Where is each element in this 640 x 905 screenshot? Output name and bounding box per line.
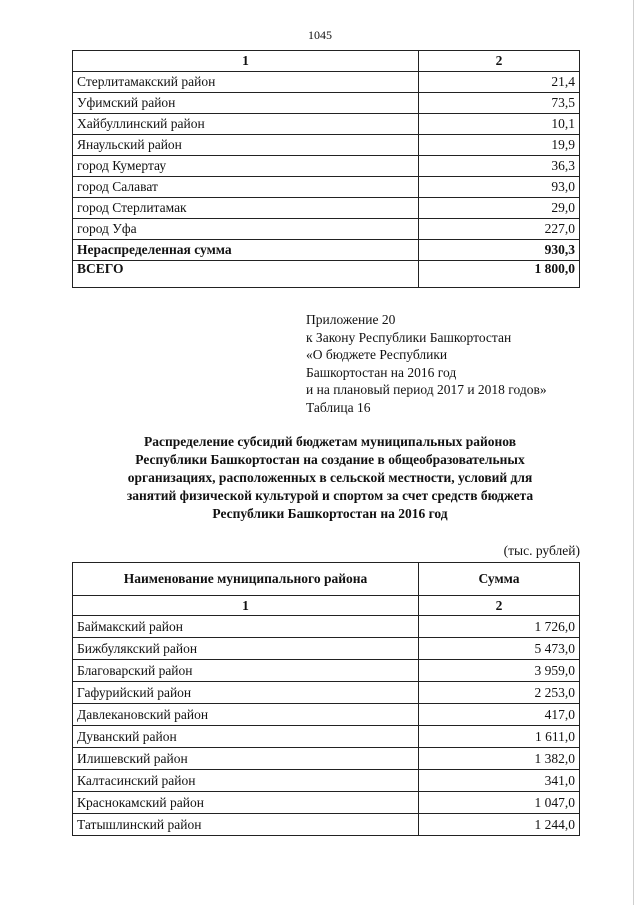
district-amount: 2 253,0 [419, 682, 580, 704]
table-row [73, 156, 580, 177]
title-line: занятий физической культурой и спортом за счет средств бюджета [126, 488, 534, 503]
column-number-row [73, 596, 580, 616]
column-header-district: Наименование муниципального района [73, 563, 419, 596]
district-name: город Кумертау [73, 156, 419, 177]
district-subsidy-table-continued [72, 50, 580, 288]
district-amount: 1 244,0 [419, 814, 580, 836]
district-value: 93,0 [419, 177, 580, 198]
total-label: ВСЕГО [73, 261, 419, 288]
district-value: 19,9 [419, 135, 580, 156]
table-row [73, 93, 580, 114]
appendix-line: «О бюджете Республики [306, 347, 448, 362]
district-name: Бижбулякский район [73, 638, 419, 660]
district-name: Баймакский район [73, 616, 419, 638]
district-name: город Стерлитамак [73, 198, 419, 219]
unallocated-value: 930,3 [419, 240, 580, 261]
district-name: Янаульский район [73, 135, 419, 156]
total-value: 1 800,0 [419, 261, 580, 288]
total-row [73, 261, 580, 288]
column-number-2: 2 [419, 596, 580, 616]
title-line: Республики Башкортостан на 2016 год [212, 506, 448, 521]
district-value: 10,1 [419, 114, 580, 135]
table-row [73, 704, 580, 726]
district-name: Стерлитамакский район [73, 72, 419, 93]
district-value: 36,3 [419, 156, 580, 177]
appendix-line: Башкортостан на 2016 год [306, 364, 457, 380]
district-value: 227,0 [419, 219, 580, 240]
table-row [73, 792, 580, 814]
table-row [73, 660, 580, 682]
column-number-row [73, 51, 580, 72]
district-value: 21,4 [419, 72, 580, 93]
district-amount: 1 611,0 [419, 726, 580, 748]
table-row [73, 682, 580, 704]
column-header-amount: Сумма [419, 563, 580, 596]
column-number-1: 1 [73, 51, 419, 72]
district-name: Дуванский район [73, 726, 419, 748]
table-row [73, 616, 580, 638]
units-label: (тыс. рублей) [503, 543, 580, 558]
district-amount: 417,0 [419, 704, 580, 726]
table-row [73, 114, 580, 135]
appendix-line: к Закону Республики Башкортостан [306, 329, 512, 345]
table-row [73, 72, 580, 93]
appendix-line: и на плановый период 2017 и 2018 годов» [306, 382, 547, 397]
district-name: Илишевский район [73, 748, 419, 770]
district-name: город Уфа [73, 219, 419, 240]
table-row [73, 198, 580, 219]
table-row [73, 638, 580, 660]
district-name: город Салават [73, 177, 419, 198]
district-name: Калтасинский район [73, 770, 419, 792]
table-row [73, 219, 580, 240]
table-row [73, 748, 580, 770]
table-row [73, 177, 580, 198]
district-amount: 3 959,0 [419, 660, 580, 682]
subsidy-distribution-table [72, 562, 580, 836]
district-amount: 341,0 [419, 770, 580, 792]
district-name: Давлекановский район [73, 704, 419, 726]
appendix-note [306, 311, 547, 416]
district-amount: 1 726,0 [419, 616, 580, 638]
page-number: 1045 [308, 28, 332, 42]
header-row [73, 563, 580, 596]
district-value: 73,5 [419, 93, 580, 114]
district-amount: 1 047,0 [419, 792, 580, 814]
column-number-1: 1 [73, 596, 419, 616]
district-amount: 5 473,0 [419, 638, 580, 660]
title-line: организациях, расположенных в сельской местности, условий для [127, 470, 533, 485]
table-row [73, 770, 580, 792]
title-line: Распределение субсидий бюджетам муниципальных районов [143, 434, 517, 449]
district-name: Краснокамский район [73, 792, 419, 814]
unallocated-label: Нераспределенная сумма [73, 240, 419, 261]
district-name: Татышлинский район [73, 814, 419, 836]
district-name: Гафурийский район [73, 682, 419, 704]
district-name: Уфимский район [73, 93, 419, 114]
unallocated-row [73, 240, 580, 261]
table-row [73, 726, 580, 748]
district-value: 29,0 [419, 198, 580, 219]
district-amount: 1 382,0 [419, 748, 580, 770]
appendix-line: Таблица 16 [306, 399, 371, 415]
column-number-2: 2 [419, 51, 580, 72]
scan-edge-line [633, 0, 634, 905]
appendix-line: Приложение 20 [306, 312, 396, 327]
district-name: Хайбуллинский район [73, 114, 419, 135]
table-row [73, 814, 580, 836]
table-title [80, 433, 580, 523]
title-line: Республики Башкортостан на создание в общеобразовательных [135, 452, 525, 467]
district-name: Благоварский район [73, 660, 419, 682]
table-row [73, 135, 580, 156]
